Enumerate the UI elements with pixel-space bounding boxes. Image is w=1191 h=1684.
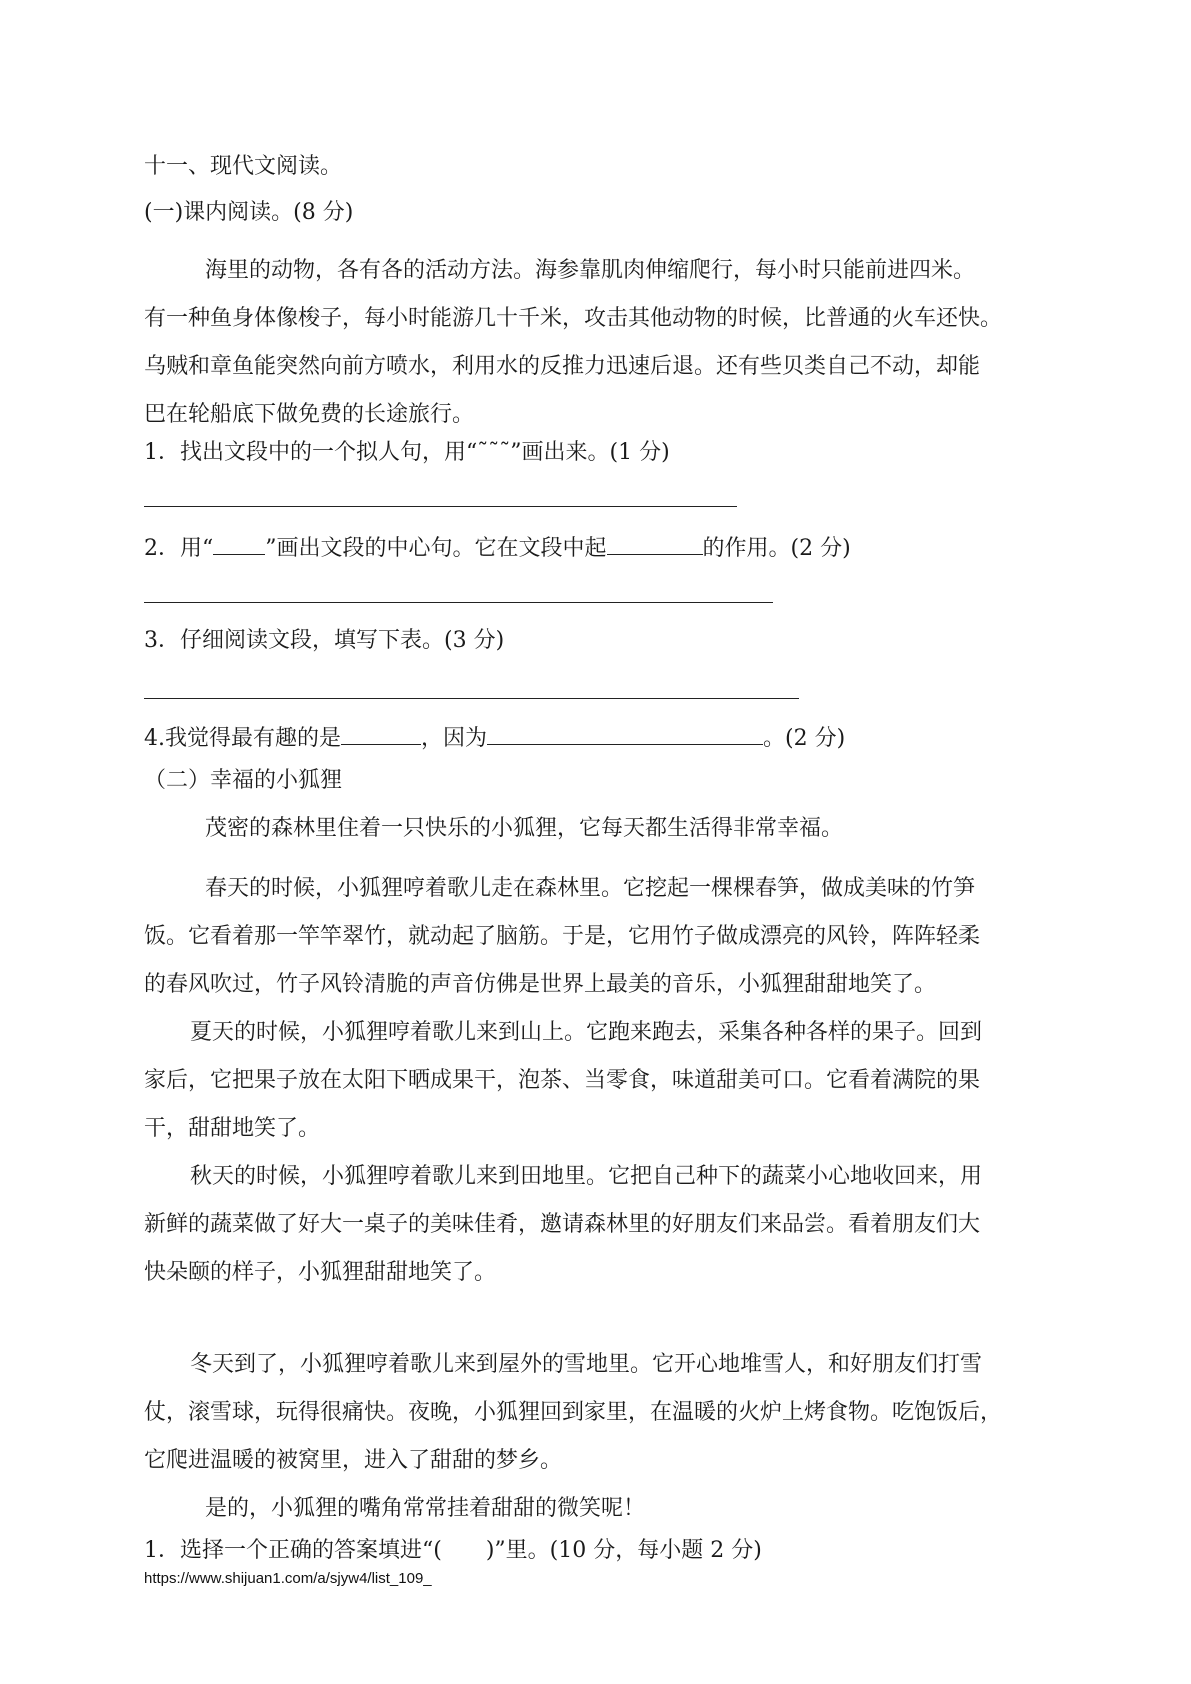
part2-heading: （二）幸福的小狐狸: [144, 768, 343, 793]
story-line: 新鲜的蔬菜做了好大一桌子的美味佳肴，邀请森林里的好朋友们来品尝。看着朋友们大: [144, 1212, 981, 1237]
story-paragraph: 是的，小狐狸的嘴角常常挂着甜甜的微笑呢！: [205, 1496, 646, 1521]
question-2-text: ”画出文段的中心句。它在文段中起: [265, 536, 607, 561]
passage-line: 海里的动物，各有各的活动方法。海参靠肌肉伸缩爬行，每小时只能前进四米。: [205, 258, 976, 283]
answer-line[interactable]: [144, 698, 799, 699]
passage-line: 乌贼和章鱼能突然向前方喷水，利用水的反推力迅速后退。还有些贝类自己不动，却能: [144, 354, 981, 379]
passage-line: 有一种鱼身体像梭子，每小时能游几十千米，攻击其他动物的时候，比普通的火车还快。: [144, 306, 1003, 331]
question-4-text: 4.我觉得最有趣的是: [144, 726, 341, 751]
section-title: 十一、现代文阅读。: [144, 154, 343, 179]
story-line: 干，甜甜地笑了。: [144, 1116, 321, 1141]
answer-blank[interactable]: [607, 532, 703, 555]
question-1: 1．找出文段中的一个拟人句，用“˜˜˜”画出来。(1 分): [144, 440, 670, 465]
question-4-text: 。(2 分): [763, 726, 846, 751]
story-line: 它爬进温暖的被窝里，进入了甜甜的梦乡。: [144, 1448, 563, 1473]
answer-line[interactable]: [144, 602, 773, 603]
story-line: 春天的时候，小狐狸哼着歌儿走在森林里。它挖起一棵棵春笋，做成美味的竹笋: [205, 876, 976, 901]
story-line: 饭。它看着那一竿竿翠竹，就动起了脑筋。于是，它用竹子做成漂亮的风铃，阵阵轻柔: [144, 924, 981, 949]
part1-heading: (一)课内阅读。(8 分): [144, 200, 354, 225]
blank-underline-sample: [213, 532, 265, 555]
question-4: [144, 722, 845, 754]
story-line: 秋天的时候，小狐狸哼着歌儿来到田地里。它把自己种下的蔬菜小心地收回来，用: [190, 1164, 983, 1189]
story-line: 快朵颐的样子，小狐狸甜甜地笑了。: [144, 1260, 497, 1285]
question-2: [144, 532, 851, 564]
question-2-text: 的作用。(2 分): [702, 536, 851, 561]
question-2-text: 2．用“: [144, 536, 214, 561]
story-line: 冬天到了，小狐狸哼着歌儿来到屋外的雪地里。它开心地堆雪人，和好朋友们打雪: [190, 1352, 983, 1377]
answer-blank[interactable]: [341, 722, 421, 745]
story-line: 夏天的时候，小狐狸哼着歌儿来到山上。它跑来跑去，采集各种各样的果子。回到: [190, 1020, 983, 1045]
question-3: 3．仔细阅读文段，填写下表。(3 分): [144, 628, 505, 653]
answer-line[interactable]: [144, 506, 737, 507]
footer-url[interactable]: https://www.shijuan1.com/a/sjyw4/list_109_: [144, 1570, 432, 1587]
question-4-text: ，因为: [421, 726, 488, 751]
answer-blank[interactable]: [487, 722, 763, 745]
story-line: 仗，滚雪球，玩得很痛快。夜晚，小狐狸回到家里，在温暖的火炉上烤食物。吃饱饭后，: [144, 1400, 1003, 1425]
story-paragraph: 茂密的森林里住着一只快乐的小狐狸，它每天都生活得非常幸福。: [205, 816, 844, 841]
story-line: 的春风吹过，竹子风铃清脆的声音仿佛是世界上最美的音乐，小狐狸甜甜地笑了。: [144, 972, 937, 997]
passage-line: 巴在轮船底下做免费的长途旅行。: [144, 402, 475, 427]
story-line: 家后，它把果子放在太阳下晒成果干，泡茶、当零食，味道甜美可口。它看着满院的果: [144, 1068, 981, 1093]
part2-question-1: 1．选择一个正确的答案填进“( )”里。(10 分，每小题 2 分): [144, 1538, 762, 1563]
